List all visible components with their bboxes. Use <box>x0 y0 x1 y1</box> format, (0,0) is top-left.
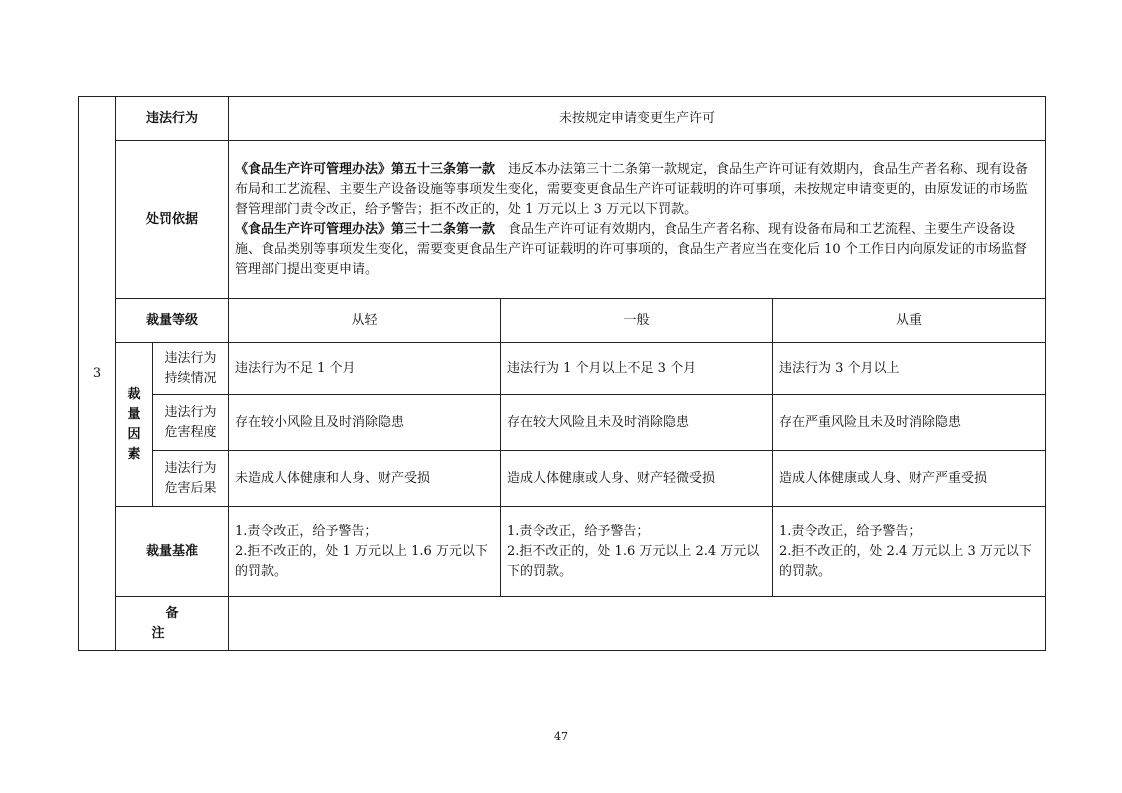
remarks-row <box>79 597 1046 651</box>
factor-light: 违法行为不足 1 个月 <box>229 343 501 395</box>
basis-text: 食品生产许可证有效期内，食品生产者名称、现有设备布局和工艺流程、主要生产设备设施、食品类别等事项发生变化，需要变更食品生产许可证载明的许可事项的，食品生产者应当在变化后 10 个工作日内向原发证的市场监督管理部门提出变更申请。 <box>235 221 1027 277</box>
factor-light: 未造成人体健康和人身、财产受损 <box>229 451 501 507</box>
factor-general: 造成人体健康或人身、财产轻微受损 <box>501 451 773 507</box>
penalty-basis-label: 处罚依据 <box>116 141 229 299</box>
factor-row-severity <box>79 395 1046 451</box>
basis-paragraph <box>235 220 1039 280</box>
basis-citation: 《食品生产许可管理办法》第三十二条第一款 <box>235 221 496 237</box>
page-number: 47 <box>554 730 568 743</box>
factor-heavy: 造成人体健康或人身、财产严重受损 <box>773 451 1046 507</box>
factor-general: 违法行为 1 个月以上不足 3 个月 <box>501 343 773 395</box>
basis-citation: 《食品生产许可管理办法》第五十三条第一款 <box>235 161 496 177</box>
factor-name: 违法行为 持续情况 <box>153 343 229 395</box>
level-light: 从轻 <box>229 299 501 343</box>
levels-label: 裁量等级 <box>116 299 229 343</box>
basis-text: 违反本办法第三十二条第一款规定，食品生产许可证有效期内，食品生产者名称、现有设备布局和工艺流程、主要生产设备设施等事项发生变化，需要变更食品生产许可证载明的许可事项，未按规定申请变更的，由原发证的市场监督管理部门责令改正，给予警告；拒不改正的，处 1 万元以上 3 万元以下罚款。 <box>235 161 1029 217</box>
standard-row <box>79 507 1046 597</box>
violation-label: 违法行为 <box>116 97 229 141</box>
standard-light: 1.责令改正，给予警告； 2.拒不改正的，处 1 万元以上 1.6 万元以下的罚款。 <box>229 507 501 597</box>
factor-row-duration <box>79 343 1046 395</box>
factor-heavy: 存在严重风险且未及时消除隐患 <box>773 395 1046 451</box>
remarks-label: 备注 <box>116 597 229 651</box>
factor-light: 存在较小风险且及时消除隐患 <box>229 395 501 451</box>
discretion-table <box>78 96 1046 651</box>
factor-row-consequence <box>79 451 1046 507</box>
level-general: 一般 <box>501 299 773 343</box>
factors-label: 裁 量 因 素 <box>116 343 153 507</box>
penalty-basis-content <box>229 141 1046 299</box>
remarks-value <box>229 597 1046 651</box>
penalty-basis-row <box>79 141 1046 299</box>
violation-row <box>79 97 1046 141</box>
standard-general: 1.责令改正，给予警告； 2.拒不改正的，处 1.6 万元以上 2.4 万元以下的罚款。 <box>501 507 773 597</box>
violation-value: 未按规定申请变更生产许可 <box>229 97 1046 141</box>
row-number: 3 <box>79 97 116 651</box>
factor-general: 存在较大风险且未及时消除隐患 <box>501 395 773 451</box>
factor-heavy: 违法行为 3 个月以上 <box>773 343 1046 395</box>
basis-paragraph <box>235 160 1039 220</box>
factor-name: 违法行为 危害后果 <box>153 451 229 507</box>
level-heavy: 从重 <box>773 299 1046 343</box>
standard-heavy: 1.责令改正，给予警告； 2.拒不改正的，处 2.4 万元以上 3 万元以下的罚款。 <box>773 507 1046 597</box>
standard-label: 裁量基准 <box>116 507 229 597</box>
factor-name: 违法行为 危害程度 <box>153 395 229 451</box>
levels-row <box>79 299 1046 343</box>
